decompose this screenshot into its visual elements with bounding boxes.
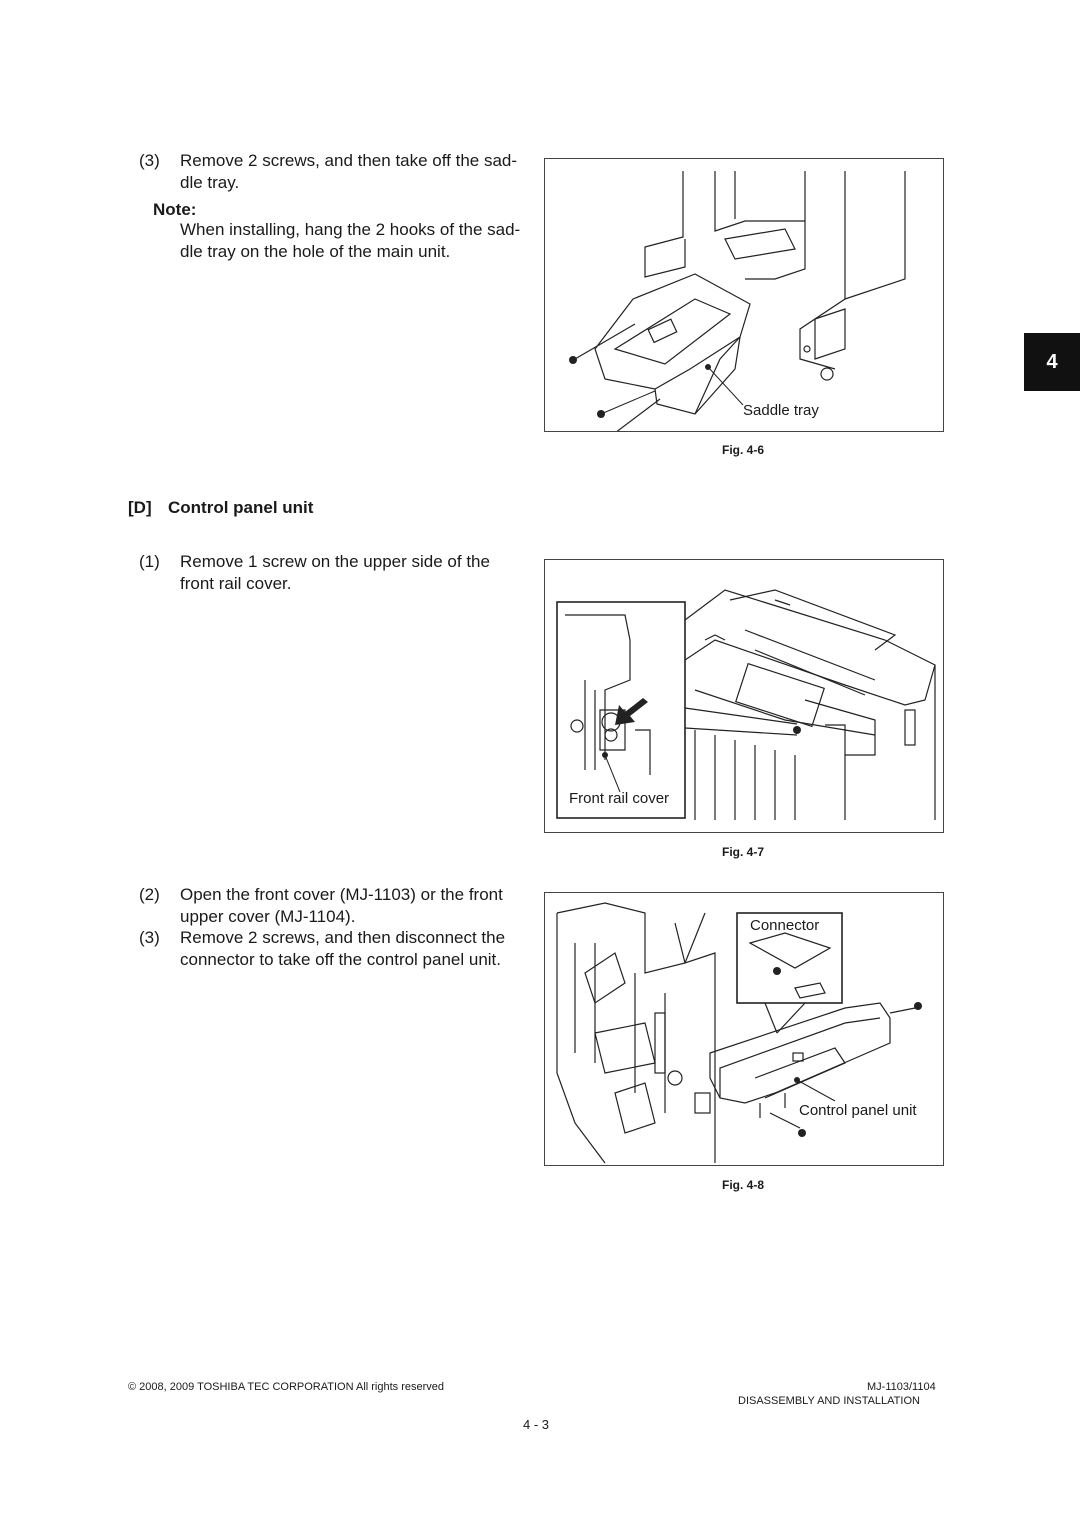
step-text [180,551,490,595]
step-text-line: Remove 2 screws, and then take off the sad- [180,151,518,170]
control-panel-unit-callout: Control panel unit [799,1102,917,1119]
step-text-line: Open the front cover (MJ-1103) or the front [180,885,503,904]
figure-4-8 [544,892,944,1166]
step-text-line: dle tray. [180,173,240,192]
footer-model: MJ-1103/1104 [867,1381,936,1393]
step-text [180,150,517,194]
saddle-tray-illustration [545,159,943,431]
step-1-front-rail [139,551,539,595]
front-rail-cover-callout: Front rail cover [569,790,670,807]
step-text [180,884,503,928]
control-panel-illustration [545,893,943,1165]
figure-caption: Fig. 4-8 [722,1178,765,1192]
step-text-line: Remove 1 screw on the upper side of the [180,552,490,571]
connector-callout: Connector [750,917,820,934]
step-3-control-panel [139,927,539,971]
section-heading-tag: [D] [128,498,152,517]
footer-copyright: © 2008, 2009 TOSHIBA TEC CORPORATION All rights reserved [128,1381,445,1393]
step-number: (3) [139,928,160,947]
figure-4-7 [544,559,944,833]
step-number: (3) [139,151,160,170]
step-text-line: front rail cover. [180,574,292,593]
chapter-tab: 4 [1024,333,1080,391]
figure-4-6 [544,158,944,432]
step-text [180,927,505,971]
note-label: Note: [153,200,197,219]
figure-caption: Fig. 4-6 [722,443,765,457]
figure-caption: Fig. 4-7 [722,845,765,859]
step-number: (2) [139,885,160,904]
note-line: dle tray on the hole of the main unit. [180,242,451,261]
note-line: When installing, hang the 2 hooks of the sad- [180,220,521,239]
page-number: 4 - 3 [523,1417,550,1432]
footer-section: DISASSEMBLY AND INSTALLATION [738,1395,920,1407]
step-2-open-cover [139,884,539,928]
note-text [180,219,550,263]
step-3-saddle-tray [139,150,539,194]
step-text-line: connector to take off the control panel unit. [180,950,502,969]
section-heading: Control panel unit [168,498,314,517]
step-text-line: upper cover (MJ-1104). [180,907,356,926]
step-text-line: Remove 2 screws, and then disconnect the [180,928,506,947]
step-number: (1) [139,552,160,571]
saddle-tray-callout: Saddle tray [743,402,819,419]
